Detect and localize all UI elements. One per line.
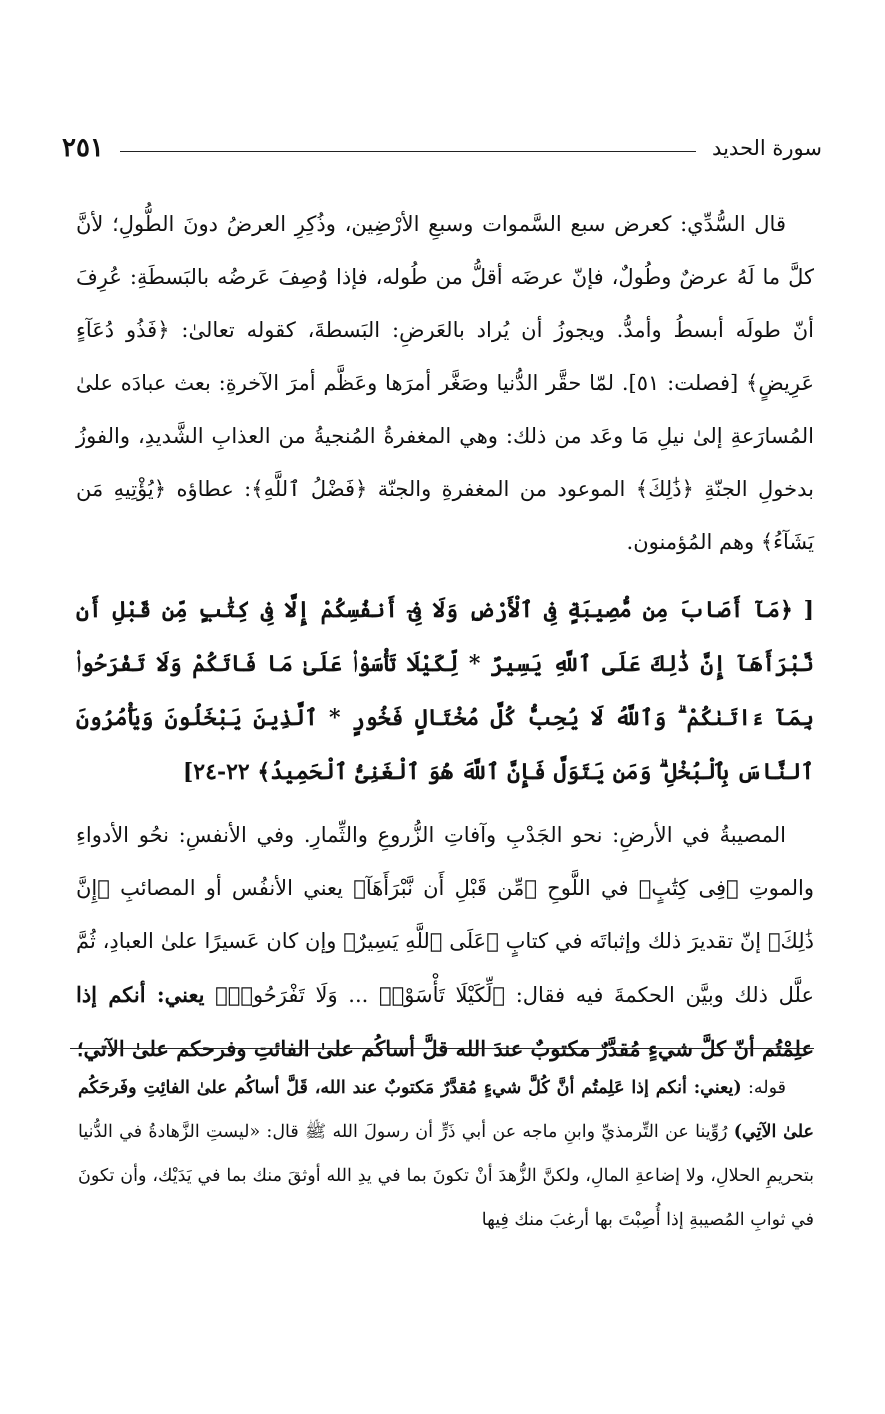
commentary-paragraph-2 <box>76 809 814 1076</box>
running-header <box>62 128 822 168</box>
footnote <box>78 1066 814 1242</box>
footnote-text: رُوِّينا عن التِّرمذيِّ وابنِ ماجه عن أبي ذَرٍّ أن رسولَ الله ﷺ قال: «ليستِ الزَّهادةُ في الدُّنيا بتحريمِ الحلالِ، ولا إضاعةِ المالِ، ولكنَّ الزُّهدَ أنْ تكونَ بما في يدِ الله أوثقَ منك بما في يَدَيْك، وأن تكونَ في ثوابِ المُصيبةِ إذا أُصِبْتَ بها أرغبَ منك فِيها <box>78 1122 814 1230</box>
quran-verse-block: [ ﴿مَآ أَصَابَ مِن مُّصِيبَةٍ فِى ٱلْأَرْضِ وَلَا فِىٓ أَنفُسِكُمْ إِلَّا فِى كِتَٰبٍ مِّن قَبْلِ أَن نَّبْرَأَهَآ إِنَّ ذَٰلِكَ عَلَى ٱللَّهِ يَسِيرٌ * لِّكَيْلَا تَأْسَوْا۟ عَلَىٰ مَا فَاتَكُمْ وَلَا تَفْرَحُوا۟ بِمَآ ءَاتَىٰكُمْ ۗ وَٱللَّهُ لَا يُحِبُّ كُلَّ مُخْتَالٍ فَخُورٍ * ٱلَّذِينَ يَبْخَلُونَ وَيَأْمُرُونَ ٱلنَّاسَ بِٱلْبُخْلِ ۗ وَمَن يَتَوَلَّ فَإِنَّ ٱللَّهَ هُوَ ٱلْغَنِىُّ ٱلْحَمِيدُ﴾ ٢٢-٢٤] <box>76 597 814 785</box>
commentary-bold-text: يعني: أنكم إذا علِمْتُم أنّ كلَّ شيءٍ مُقدَّرٌ مكتوبٌ عندَ الله قلَّ أساكُم علىٰ الفائتِ وفرحكم علىٰ الآتي؛ <box>76 982 814 1061</box>
sura-title: سورة الحديد <box>712 136 822 160</box>
footnote-separator <box>70 1048 814 1049</box>
footnote-quoted-text: (يعني: أنكم إذا عَلِمتُم أنَّ كُلَّ شيءٍ مُقدَّرٌ مَكتوبٌ عند الله، قَلَّ أساكُم علىٰ الفائِتِ وفَرحَكُم علىٰ الآتِي) <box>78 1078 814 1142</box>
footnote-paragraph <box>78 1066 814 1242</box>
page-number: ٢٥١ <box>62 133 104 163</box>
spacer <box>76 799 814 809</box>
main-text <box>76 198 814 1076</box>
header-rule <box>120 151 696 152</box>
commentary-text: المصيبةُ في الأرضِ: نحو الجَدْبِ وآفاتِ الزُّروعِ والثِّمارِ. وفي الأنفسِ: نحُو الأدواءِ والموتِ ﴿فِى كِتَٰبٍ﴾ في اللَّوحِ ﴿مِّن قَبْلِ أَن نَّبْرَأَهَآ﴾ يعني الأنفُس أو المصائبِ ﴿إِنَّ ذَٰلِكَ﴾ إنّ تقديرَ ذلك وإثباتَه في كتابٍ ﴿عَلَى ٱللَّهِ يَسِيرٌ﴾ وإن كان عَسيرًا علىٰ العبادِ، ثُمَّ علَّل ذلك وبيَّن الحكمةَ فيه فقال: ﴿لِّكَيْلَا تَأْسَوْا۟ ... وَلَا تَفْرَحُوا۟﴾ <box>76 823 815 1007</box>
footnote-lead: قوله: <box>741 1078 786 1098</box>
commentary-paragraph-1: قال السُّدِّي: كعرض سبع السَّموات وسبعِ الأرْضِين، وذُكِرِ العرضُ دونَ الطُّولِ؛ لأنَّ كلَّ ما لَهُ عرضٌ وطُولٌ، فإنّ عرضَه أقلُّ من طُوله، فإذا وُصِفَ عَرضُه بالبَسطَةِ: عُرِفَ أنّ طولَه أبسطُ وأمدُّ. ويجوزُ أن يُراد بالعَرضِ: البَسطةَ، كقوله تعالىٰ: ﴿فَذُو دُعَآءٍ عَرِيضٍ﴾ [فصلت: ٥١]. لمّا حقَّر الدُّنيا وصَغَّر أمرَها وعَظَّم أمرَ الآخرةِ: بعث عبادَه علىٰ المُسارَعةِ إلىٰ نيلِ مَا وعَد من ذلك: وهي المغفرةُ المُنجيةُ من العذابِ الشَّديدِ، والفوزُ بدخولِ الجنّةِ ﴿ذَٰلِكَ﴾ الموعود من المغفرةِ والجنّة ﴿فَضْلُ ٱللَّهِ﴾: عطاؤه ﴿يُؤْتِيهِ مَن يَشَآءُ﴾ وهم المُؤمنون. <box>76 212 815 554</box>
